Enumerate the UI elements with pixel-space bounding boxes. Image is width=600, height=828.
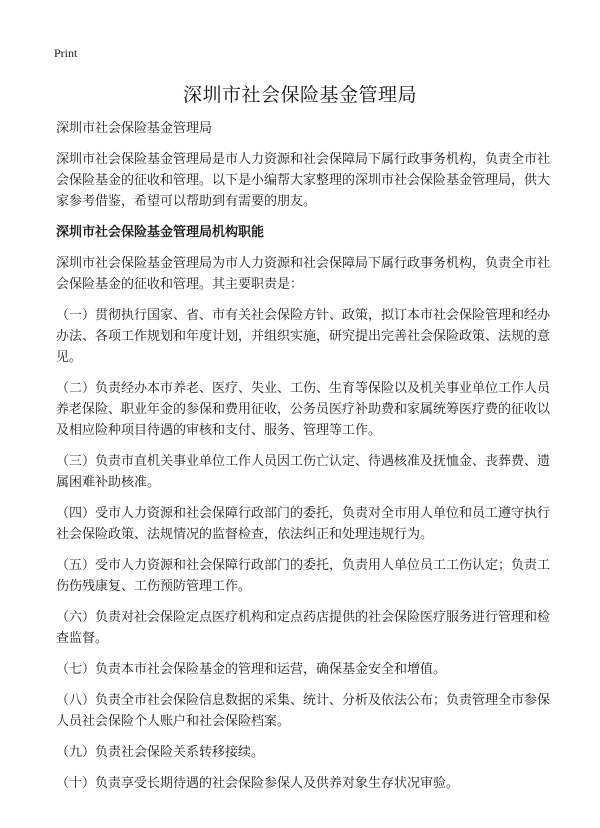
duty-item-8: （八）负责全市社会保险信息数据的采集、统计、分析及依法公布；负责管理全市参保人员社会保险个人账户和社会保险档案。: [56, 693, 551, 729]
print-label[interactable]: Print: [54, 46, 78, 60]
section-heading: 深圳市社会保险基金管理局机构职能: [56, 225, 265, 240]
article-body: [56, 118, 550, 804]
duty-item-2: （二）负责经办本市养老、医疗、失业、工伤、生育等保险以及机关事业单位工作人员养老保险、职业年金的参保和费用征收，公务员医疗补助费和家属统筹医疗费的征收以及相应险种项目待遇的审核和支付、服务、管理等工作。: [56, 381, 551, 438]
duty-item-3: （三）负责市直机关事业单位工作人员因工伤亡认定、待遇核准及抚恤金、丧葬费、遗属困难补助核准。: [56, 454, 551, 490]
page-title: 深圳市社会保险基金管理局: [182, 84, 417, 106]
intro-paragraph: 深圳市社会保险基金管理局是市人力资源和社会保障局下属行政事务机构，负责全市社会保险基金的征收和管理。以下是小编帮大家整理的深圳市社会保险基金管理局，供大家参考借鉴，希望可以帮助到有需要的朋友。: [56, 152, 551, 209]
section-intro-paragraph: 深圳市社会保险基金管理局为市人力资源和社会保障局下属行政事务机构，负责全市社会保险基金的征收和管理。其主要职责是：: [56, 256, 551, 292]
duty-item-6: （六）负责对社会保险定点医疗机构和定点药店提供的社会保险医疗服务进行管理和检查监督。: [56, 610, 551, 646]
duty-item-9: （九）负责社会保险关系转移接续。: [56, 745, 265, 760]
duty-item-1: （一）贯彻执行国家、省、市有关社会保险方针、政策，拟订本市社会保险管理和经办办法、各项工作规划和年度计划，并组织实施，研究提出完善社会保险政策、法规的意见。: [56, 308, 551, 365]
duty-item-4: （四）受市人力资源和社会保障行政部门的委托，负责对全市用人单位和员工遵守执行社会保险政策、法规情况的监督检查，依法纠正和处理违规行为。: [56, 506, 551, 542]
duty-item-5: （五）受市人力资源和社会保障行政部门的委托，负责用人单位员工工伤认定；负责工伤伤残康复、工伤预防管理工作。: [56, 558, 551, 594]
duty-item-10: （十）负责享受长期待遇的社会保险参保人及供养对象生存状况审验。: [56, 776, 460, 791]
duty-item-7: （七）负责本市社会保险基金的管理和运营，确保基金安全和增值。: [56, 662, 447, 677]
source-line: 深圳市社会保险基金管理局: [56, 121, 213, 136]
